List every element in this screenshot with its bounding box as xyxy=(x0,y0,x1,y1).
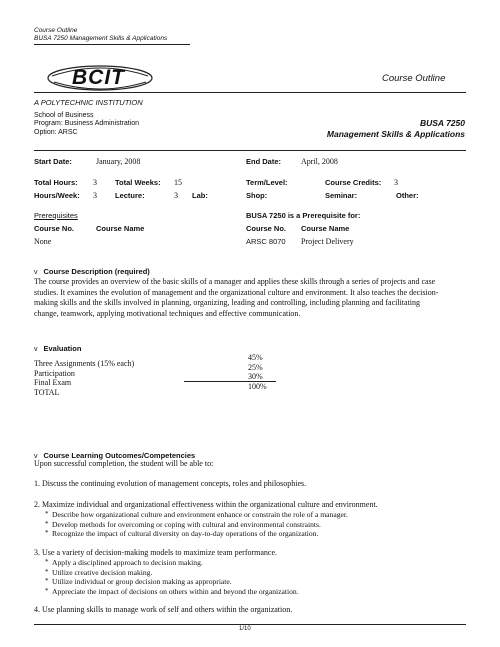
end-date-value: April, 2008 xyxy=(301,157,338,166)
course-id-block xyxy=(327,118,465,139)
prereq-for-col-name: Course Name xyxy=(301,224,350,233)
outcomes-intro: Upon successful completion, the student will be able to: xyxy=(34,459,214,468)
total-hours-value: 3 xyxy=(93,178,97,187)
evaluation-heading-text: Evaluation xyxy=(43,344,82,353)
evaluation-pct: 25% xyxy=(248,362,263,372)
evaluation-pct: 30% xyxy=(248,372,263,381)
prereq-title: Prerequisites xyxy=(34,211,78,220)
course-code: BUSA 7250 xyxy=(419,118,465,128)
list-item: * Appreciate the impact of decisions on others within and beyond the organization. xyxy=(42,587,452,597)
evaluation-item: Participation xyxy=(34,368,75,378)
prereq-col-no: Course No. xyxy=(34,224,75,233)
evaluation-item: Final Exam xyxy=(34,378,72,387)
outcome-2: 2. Maximize individual and organizational effectiveness within the organizational culture and environment. xyxy=(34,500,378,509)
course-credits-label: Course Credits: xyxy=(325,178,382,187)
prereq-for-title: BUSA 7250 is a Prerequisite for: xyxy=(246,211,361,220)
seminar-label: Seminar: xyxy=(325,191,358,200)
other-label: Other: xyxy=(396,191,419,200)
outcomes-heading-text: Course Learning Outcomes/Competencies xyxy=(43,451,196,460)
program-name: Program: Business Administration xyxy=(34,120,140,128)
page-number: 1/10 xyxy=(239,626,251,632)
total-hours-label: Total Hours: xyxy=(34,178,78,187)
outcome-1: 1. Discuss the continuing evolution of management concepts, roles and philosophies. xyxy=(34,479,307,488)
footer-rule xyxy=(34,624,466,625)
course-name: Management Skills & Applications xyxy=(326,128,465,139)
outcome-2-bullets xyxy=(42,510,452,539)
list-item: * Utilize individual or group decision making as appropriate. xyxy=(42,577,452,587)
total-weeks-value: 15 xyxy=(174,178,182,187)
option-name: Option: ARSC xyxy=(34,128,78,136)
evaluation-pct: 45% xyxy=(248,353,263,362)
list-item: * Recognize the impact of cultural diversity on day-to-day operations of the organization. xyxy=(42,529,452,539)
running-header-line2: BUSA 7250 Management Skills & Applications xyxy=(34,34,168,42)
total-weeks-label: Total Weeks: xyxy=(115,178,161,187)
start-date-value: January, 2008 xyxy=(96,157,141,166)
hours-week-value: 3 xyxy=(93,191,97,200)
prereq-value: None xyxy=(34,237,52,246)
outcome-3: 3. Use a variety of decision-making models to maximize team performance. xyxy=(34,548,278,557)
section-marker: v xyxy=(34,346,38,353)
section-marker: v xyxy=(34,453,38,460)
hours-week-label: Hours/Week: xyxy=(34,191,80,200)
running-header-line1: Course Outline xyxy=(34,27,78,34)
list-item: * Develop methods for overcoming or coping with cultural and environmental constraints. xyxy=(42,520,452,530)
list-item: * Utilize creative decision making. xyxy=(42,568,452,578)
prereq-for-col-no: Course No. xyxy=(246,224,287,233)
end-date-label: End Date: xyxy=(246,157,282,166)
prereq-for-no: ARSC 8070 xyxy=(246,237,286,246)
evaluation-item: TOTAL xyxy=(34,387,60,397)
prereq-col-name: Course Name xyxy=(96,224,145,233)
list-item: * Describe how organizational culture and environment enhance or constrain the role of a manager. xyxy=(42,510,452,520)
logo-text: BCIT xyxy=(72,66,125,89)
list-item: * Apply a disciplined approach to decision making. xyxy=(42,558,452,568)
lecture-value: 3 xyxy=(174,191,178,200)
title-rule xyxy=(34,92,466,93)
school-rule xyxy=(34,150,466,151)
term-level-label: Term/Level: xyxy=(246,178,288,187)
evaluation-item: Three Assignments (15% each) xyxy=(34,359,135,368)
shop-label: Shop: xyxy=(246,191,268,200)
description-heading-text: Course Description (required) xyxy=(43,267,150,276)
lecture-label: Lecture: xyxy=(115,191,145,200)
start-date-label: Start Date: xyxy=(34,157,72,166)
running-header xyxy=(34,27,167,42)
evaluation-pct: 100% xyxy=(248,381,267,391)
school-name: School of Business xyxy=(34,112,94,119)
school-block xyxy=(34,112,139,137)
evaluation-table xyxy=(34,353,274,397)
section-marker: v xyxy=(34,269,38,276)
description-text: The course provides an overview of the basic skills of a manager and applies these skills through a series of projects and case studies. It examines the evolution of management and the organizational culture and environment. It also teaches the decision-making skills and the skills involved in planning, organizing, leading and controlling, including planning and facilitating change, teamwork, applying motivational techniques and effective communication. xyxy=(34,277,439,318)
bcit-logo xyxy=(44,62,156,94)
evaluation-row xyxy=(34,381,274,397)
doc-title: Course Outline xyxy=(382,73,446,84)
course-credits-value: 3 xyxy=(394,178,398,187)
outcome-3-bullets xyxy=(42,558,452,596)
outcome-4: 4. Use planning skills to manage work of self and others within the organization. xyxy=(34,605,293,614)
header-rule xyxy=(34,44,190,45)
institution-tagline: A POLYTECHNIC INSTITUTION xyxy=(34,98,143,107)
lab-label: Lab: xyxy=(192,191,208,200)
prereq-for-name: Project Delivery xyxy=(301,237,354,246)
